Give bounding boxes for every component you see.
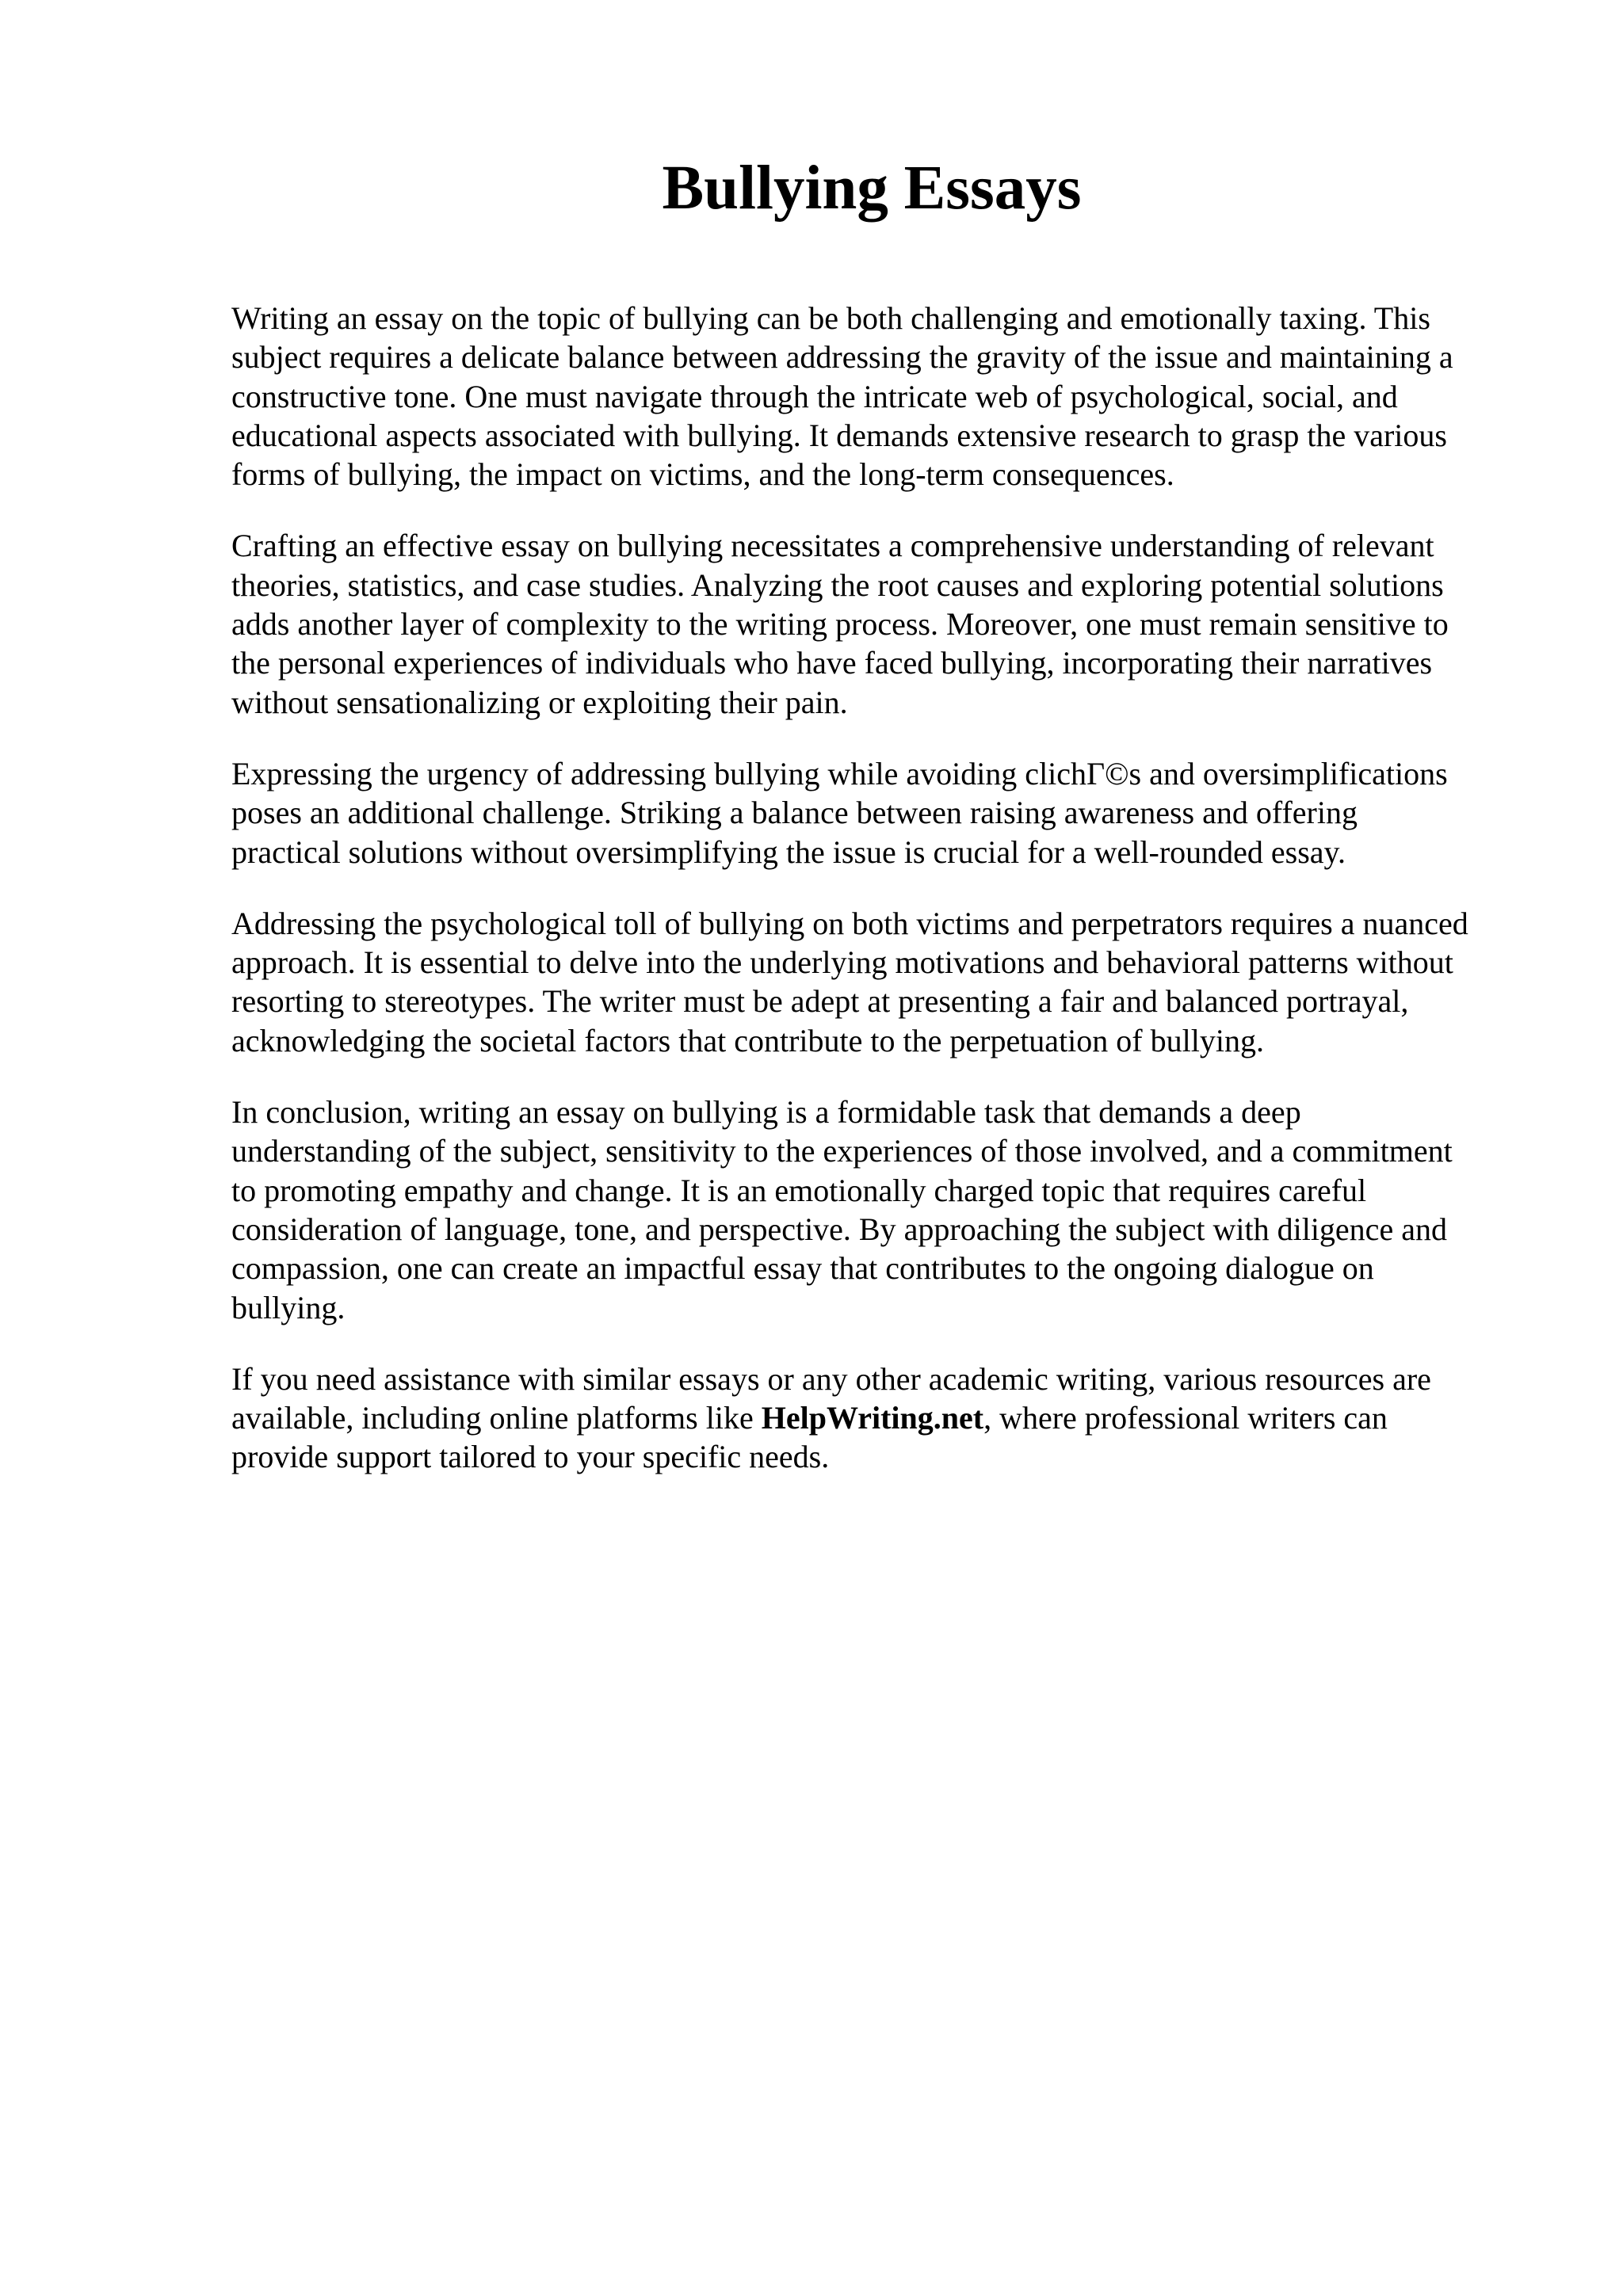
paragraph-line: subject requires a delicate balance between addressing the gravity of the issue and maintaining a — [231, 339, 1453, 376]
closing-line-2 — [231, 1398, 1531, 1437]
paragraph-line: to promoting empathy and change. It is an emotionally charged topic that requires careful — [231, 1172, 1367, 1208]
document-title: Bullying Essays — [662, 154, 1082, 223]
closing-line-2-before: available, including online platforms like — [231, 1400, 762, 1436]
paragraph-line: adds another layer of complexity to the writing process. Moreover, one must remain sensitive to — [231, 606, 1449, 643]
paragraph-line: understanding of the subject, sensitivity to the experiences of those involved, and a commitment — [231, 1133, 1453, 1169]
paragraph-line: compassion, one can create an impactful essay that contributes to the ongoing dialogue on — [231, 1250, 1374, 1287]
paragraph-line: poses an additional challenge. Striking a balance between raising awareness and offering — [231, 795, 1358, 831]
paragraph-line: Addressing the psychological toll of bullying on both victims and perpetrators requires a nuanced — [231, 905, 1468, 941]
paragraph-3 — [231, 754, 1531, 871]
paragraph-line: theories, statistics, and case studies. Analyzing the root causes and exploring potential solutions — [231, 566, 1444, 603]
paragraph-line: Writing an essay on the topic of bullying can be both challenging and emotionally taxing. This — [231, 300, 1430, 336]
paragraph-line: the personal experiences of individuals who have faced bullying, incorporating their narratives — [231, 645, 1433, 681]
helpwriting-brand: HelpWriting.net — [761, 1400, 984, 1436]
paragraph-line: without sensationalizing or exploiting their pain. — [231, 684, 848, 720]
paragraph-line: resorting to stereotypes. The writer must be adept at presenting a fair and balanced portrayal, — [231, 983, 1409, 1020]
closing-line-1: If you need assistance with similar essays or any other academic writing, various resources are — [231, 1360, 1431, 1397]
closing-paragraph — [231, 1360, 1531, 1477]
paragraph-line: forms of bullying, the impact on victims, and the long-term consequences. — [231, 456, 1174, 493]
paragraph-line: bullying. — [231, 1289, 346, 1325]
paragraph-line: approach. It is essential to delve into the underlying motivations and behavioral patterns without — [231, 944, 1453, 981]
paragraph-1 — [231, 299, 1531, 494]
paragraph-line: Expressing the urgency of addressing bullying while avoiding clichΓ©s and oversimplifications — [231, 755, 1448, 791]
paragraph-line: In conclusion, writing an essay on bullying is a formidable task that demands a deep — [231, 1094, 1301, 1131]
paragraph-line: Crafting an effective essay on bullying necessitates a comprehensive understanding of relevant — [231, 528, 1434, 564]
paragraph-2 — [231, 526, 1531, 721]
paragraph-5 — [231, 1093, 1531, 1327]
paragraph-line: practical solutions without oversimplifying the issue is crucial for a well-rounded essay. — [231, 833, 1346, 870]
closing-line-2-after: , where professional writers can — [983, 1400, 1388, 1436]
paragraph-line: acknowledging the societal factors that contribute to the perpetuation of bullying. — [231, 1022, 1264, 1058]
paragraph-line: consideration of language, tone, and perspective. By approaching the subject with diligence and — [231, 1211, 1447, 1247]
closing-line-3: provide support tailored to your specific needs. — [231, 1439, 830, 1475]
document-body — [231, 299, 1531, 1509]
paragraph-4 — [231, 904, 1531, 1060]
paragraph-line: educational aspects associated with bullying. It demands extensive research to grasp the various — [231, 417, 1447, 453]
paragraph-line: constructive tone. One must navigate through the intricate web of psychological, social, and — [231, 378, 1398, 414]
